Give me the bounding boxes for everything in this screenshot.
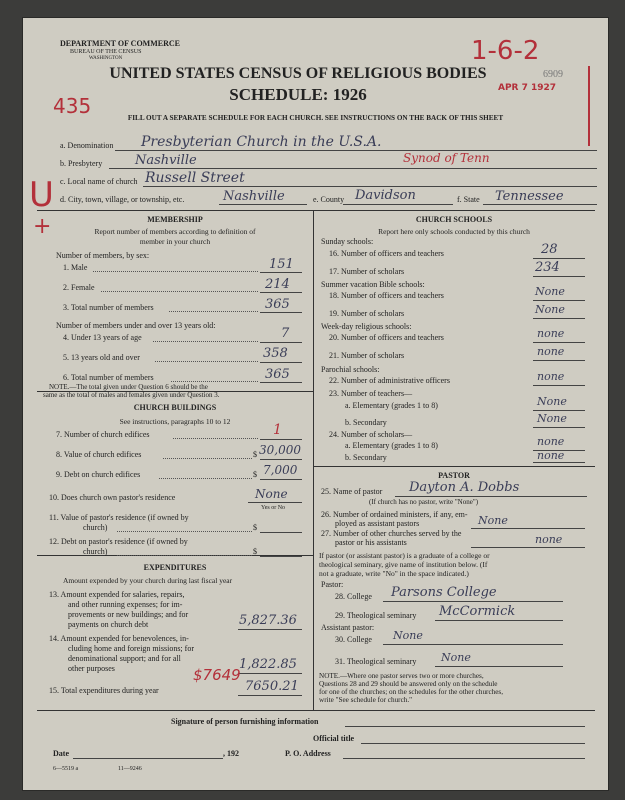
q25-value: Dayton A. Dobbs (409, 480, 520, 495)
denomination-value: Presbyterian Church in the U.S.A. (141, 134, 382, 150)
form-number: 6—5519 a (53, 766, 79, 772)
q24b-value: none (537, 449, 565, 462)
q18-label: 18. Number of officers and teachers (329, 291, 444, 300)
q14-label-4: other purposes (68, 664, 115, 673)
q27-line (471, 547, 585, 548)
state-label: f. State (457, 195, 480, 204)
expenditures-heading: EXPENDITURES (143, 563, 207, 572)
q11-leader (117, 531, 252, 532)
q3-value: 365 (265, 297, 290, 312)
po-address-label: P. O. Address (285, 749, 331, 758)
q8-leader (163, 458, 252, 459)
bureau-name: BUREAU OF THE CENSUS (70, 49, 142, 55)
local-name-value: Russell Street (145, 170, 245, 186)
dept-name: DEPARTMENT OF COMMERCE (60, 39, 181, 48)
membership-intro-1: Report number of members according to definition of (94, 227, 256, 236)
weekday-label: Week-day religious schools: (321, 322, 412, 331)
q6-leader (171, 381, 258, 382)
fill-instructions: FILL OUT A SEPARATE SCHEDULE FOR EACH CHURCH. SEE INSTRUCTIONS ON THE BACK OF THIS SHEET (127, 114, 504, 122)
q28-value: Parsons College (391, 585, 497, 600)
q30-value: None (393, 629, 423, 642)
q24b-line (533, 462, 585, 463)
q10-line (248, 502, 302, 503)
q21-label: 21. Number of scholars (329, 351, 405, 360)
summer-label: Summer vacation Bible schools: (321, 280, 425, 289)
schedule-title: SCHEDULE: 1926 (229, 85, 367, 104)
q23-label: 23. Number of teachers— (329, 389, 413, 398)
q12-leader (117, 555, 252, 556)
q22-line (533, 385, 585, 386)
by-sex-label: Number of members, by sex: (56, 251, 150, 260)
q15-line (238, 695, 302, 696)
q31-line (435, 666, 563, 667)
q3-leader (169, 311, 258, 312)
serial-stamp: 6909 (543, 69, 563, 80)
q30-label: 30. College (335, 635, 372, 644)
q22-value: none (537, 370, 565, 383)
q11-dollar: $ (253, 523, 257, 532)
q2-leader (101, 291, 258, 292)
q18-value: None (535, 285, 565, 298)
membership-note-1: NOTE.—The total given under Question 6 should be the (49, 383, 208, 391)
pastor-note-1: NOTE.—Where one pastor serves two or more churches, (319, 672, 484, 680)
official-title-line (361, 743, 585, 744)
q9-leader (159, 478, 252, 479)
q1-value: 151 (269, 257, 294, 272)
q4-label: 4. Under 13 years of age (63, 333, 142, 342)
q31-value: None (441, 651, 471, 664)
q29-label: 29. Theological seminary (335, 611, 417, 620)
margin-letter-mark: U (29, 175, 54, 215)
file-number-mark: 1-6-2 (471, 36, 540, 66)
membership-intro-2: member in your church (139, 237, 211, 246)
sunday-label: Sunday schools: (321, 237, 374, 246)
q23b-value: None (537, 412, 567, 425)
q17-value: 234 (535, 260, 560, 275)
q9-value: 7,000 (263, 463, 298, 477)
q11-line (260, 532, 302, 533)
q28-label: 28. College (335, 592, 372, 601)
q9-dollar: $ (253, 470, 257, 479)
q20-value: none (537, 327, 565, 340)
red-total-annotation: $7649 (193, 666, 241, 684)
pastor-sub-label: Pastor: (321, 580, 344, 589)
q26-label-1: 26. Number of ordained ministers, if any, em- (321, 510, 468, 519)
q12-label-2: church) (83, 547, 108, 556)
q22-label: 22. Number of administrative officers (329, 376, 450, 385)
parochial-label: Parochial schools: (321, 365, 380, 374)
q2-line (260, 292, 302, 293)
local-name-line (143, 186, 597, 187)
buildings-intro: See instructions, paragraphs 10 to 12 (119, 417, 231, 426)
q13-label-1: 13. Amount expended for salaries, repairs, (49, 590, 185, 599)
membership-note-2: same as the total of males and females given under Question 3. (43, 391, 220, 399)
q19-value: None (535, 303, 565, 316)
q23a-label: a. Elementary (grades 1 to 8) (345, 401, 438, 410)
q15-value: 7650.21 (245, 679, 299, 694)
q24-label: 24. Number of scholars— (329, 430, 413, 439)
q15-label: 15. Total expenditures during year (49, 686, 159, 695)
pastor-heading: PASTOR (438, 471, 470, 480)
yes-no-hint: Yes or No (261, 505, 286, 511)
q12-line (260, 556, 302, 557)
q29-line (435, 620, 563, 621)
pastor-rule (313, 466, 595, 467)
q23b-label: b. Secondary (345, 418, 387, 427)
signature-label: Signature of person furnishing information (171, 717, 319, 726)
q17-label: 17. Number of scholars (329, 267, 405, 276)
q10-label: 10. Does church own pastor's residence (49, 493, 176, 502)
print-number: 11—9246 (118, 766, 142, 772)
q3-line (260, 312, 302, 313)
county-value: Davidson (355, 188, 416, 203)
presbytery-value: Nashville (135, 153, 197, 168)
q16-value: 28 (541, 242, 558, 257)
q26-value: None (478, 514, 508, 527)
q27-label-1: 27. Number of other churches served by the (321, 529, 462, 538)
q7-line (260, 439, 302, 440)
q10-value: None (255, 487, 288, 501)
q30-line (383, 644, 563, 645)
state-value: Tennessee (495, 189, 564, 204)
q14-label-1: 14. Amount expended for benevolences, in- (49, 634, 189, 643)
city-name: WASHINGTON (89, 56, 123, 61)
q2-label: 2. Female (63, 283, 95, 292)
q23b-line (533, 427, 585, 428)
q13-label-2: and other running expenses; for im- (68, 600, 183, 609)
q29-value: McCormick (439, 604, 516, 619)
q13-value: 5,827.36 (239, 613, 297, 628)
q14-label-2: cluding home and foreign missions; for (68, 644, 194, 653)
graduate-note-1: If pastor (or assistant pastor) is a graduate of a college or (319, 551, 490, 560)
q14-label-3: denominational support; and for all (68, 654, 181, 663)
date-year-prefix: , 192 (223, 749, 239, 758)
q6-value: 365 (265, 367, 290, 382)
q13-label-4: payments on church debt (68, 620, 149, 629)
q8-label: 8. Value of church edifices (56, 450, 142, 459)
q12-dollar: $ (253, 547, 257, 556)
denomination-label: a. Denomination (60, 141, 114, 150)
q12-label-1: 12. Debt on pastor's residence (if owned by (49, 537, 188, 546)
q18-line (533, 300, 585, 301)
q5-line (260, 362, 302, 363)
q16-line (533, 258, 585, 259)
age-intro-label: Number of members under and over 13 years old: (56, 321, 216, 330)
q26-line (471, 528, 585, 529)
q5-value: 358 (263, 346, 288, 361)
q9-line (260, 479, 302, 480)
q7-value: 1 (273, 422, 282, 438)
q27-value: none (535, 533, 563, 546)
q13-line (238, 629, 302, 630)
signature-line (345, 726, 585, 727)
q8-line (260, 459, 302, 460)
q7-leader (173, 438, 258, 439)
received-date-stamp: APR 7 1927 (498, 83, 557, 93)
q26-label-2: ployed as assistant pastors (335, 519, 420, 528)
q8-dollar: $ (253, 450, 257, 459)
form-bottom-rule (37, 710, 595, 711)
date-label: Date (53, 749, 69, 758)
q11-label-1: 11. Value of pastor's residence (if owned by (49, 513, 189, 522)
q4-line (260, 342, 302, 343)
q8-value: 30,000 (259, 443, 301, 457)
official-title-label: Official title (313, 734, 355, 743)
q21-line (533, 360, 585, 361)
expenditures-intro: Amount expended by your church during last fiscal year (63, 576, 233, 585)
schools-intro: Report here only schools conducted by this church (378, 227, 530, 236)
q13-label-3: provements or new buildings; and for (68, 610, 189, 619)
census-schedule-sheet (23, 18, 608, 790)
county-line (343, 204, 453, 205)
q9-label: 9. Debt on church edifices (56, 470, 141, 479)
city-value: Nashville (223, 189, 285, 204)
date-line (73, 758, 223, 759)
pastor-note-3: for one of the churches; on the schedules for the other churches, (319, 688, 504, 696)
q25-label: 25. Name of pastor (321, 487, 383, 496)
q19-line (533, 318, 585, 319)
assistant-pastor-label: Assistant pastor: (321, 623, 375, 632)
q31-label: 31. Theological seminary (335, 657, 417, 666)
city-line (219, 204, 307, 205)
q19-label: 19. Number of scholars (329, 309, 405, 318)
county-label: e. County (313, 195, 345, 204)
presbytery-line (109, 168, 597, 169)
denomination-line (115, 150, 597, 151)
form-title: UNITED STATES CENSUS OF RELIGIOUS BODIES (109, 65, 487, 82)
q2-value: 214 (265, 277, 290, 292)
form-top-rule (37, 210, 595, 211)
q1-leader (93, 271, 258, 272)
local-name-label: c. Local name of church (60, 177, 138, 186)
graduate-note-2: theological seminary, give name of institution below. (If (319, 560, 488, 569)
q20-line (533, 342, 585, 343)
q4-value: 7 (281, 326, 290, 341)
buildings-heading: CHURCH BUILDINGS (133, 403, 217, 412)
q1-line (260, 272, 302, 273)
margin-cross-mark: + (33, 214, 52, 239)
po-address-line (343, 758, 585, 759)
q5-leader (155, 361, 258, 362)
q27-label-2: pastor or his assistants (335, 538, 407, 547)
state-line (483, 204, 597, 205)
pastor-note-4: write "See schedule for church." (319, 696, 413, 704)
membership-heading: MEMBERSHIP (147, 215, 203, 224)
q21-value: none (537, 345, 565, 358)
q23a-value: None (537, 395, 567, 408)
synod-annotation: Synod of Tenn (403, 151, 490, 165)
presbytery-label: b. Presbytery (60, 159, 103, 168)
q16-label: 16. Number of officers and teachers (329, 249, 444, 258)
q24a-label: a. Elementary (grades 1 to 8) (345, 441, 438, 450)
q11-label-2: church) (83, 523, 108, 532)
q6-line (260, 382, 302, 383)
city-label: d. City, town, village, or township, etc. (60, 195, 185, 204)
column-divider (313, 210, 314, 710)
q24b-label: b. Secondary (345, 453, 387, 462)
red-margin-mark (588, 66, 590, 146)
q14-line (238, 673, 302, 674)
reference-number-mark: 435 (53, 94, 92, 118)
q6-label: 6. Total number of members (63, 373, 154, 382)
graduate-note-3: not a graduate, write "No" in the space indicated.) (319, 569, 469, 578)
q25-note: (If church has no pastor, write "None") (369, 498, 479, 506)
q3-label: 3. Total number of members (63, 303, 154, 312)
schools-heading: CHURCH SCHOOLS (415, 215, 493, 224)
q5-label: 5. 13 years old and over (63, 353, 140, 362)
q4-leader (153, 341, 258, 342)
q23a-line (533, 410, 585, 411)
pastor-note-2: Questions 28 and 29 should be answered only on the schedule (319, 680, 498, 688)
q17-line (533, 276, 585, 277)
q24a-value: none (537, 435, 565, 448)
q7-label: 7. Number of church edifices (56, 430, 150, 439)
q28-line (383, 601, 563, 602)
q20-label: 20. Number of officers and teachers (329, 333, 444, 342)
q25-line (395, 496, 587, 497)
q14-value: 1,822.85 (239, 657, 297, 672)
q1-label: 1. Male (63, 263, 88, 272)
